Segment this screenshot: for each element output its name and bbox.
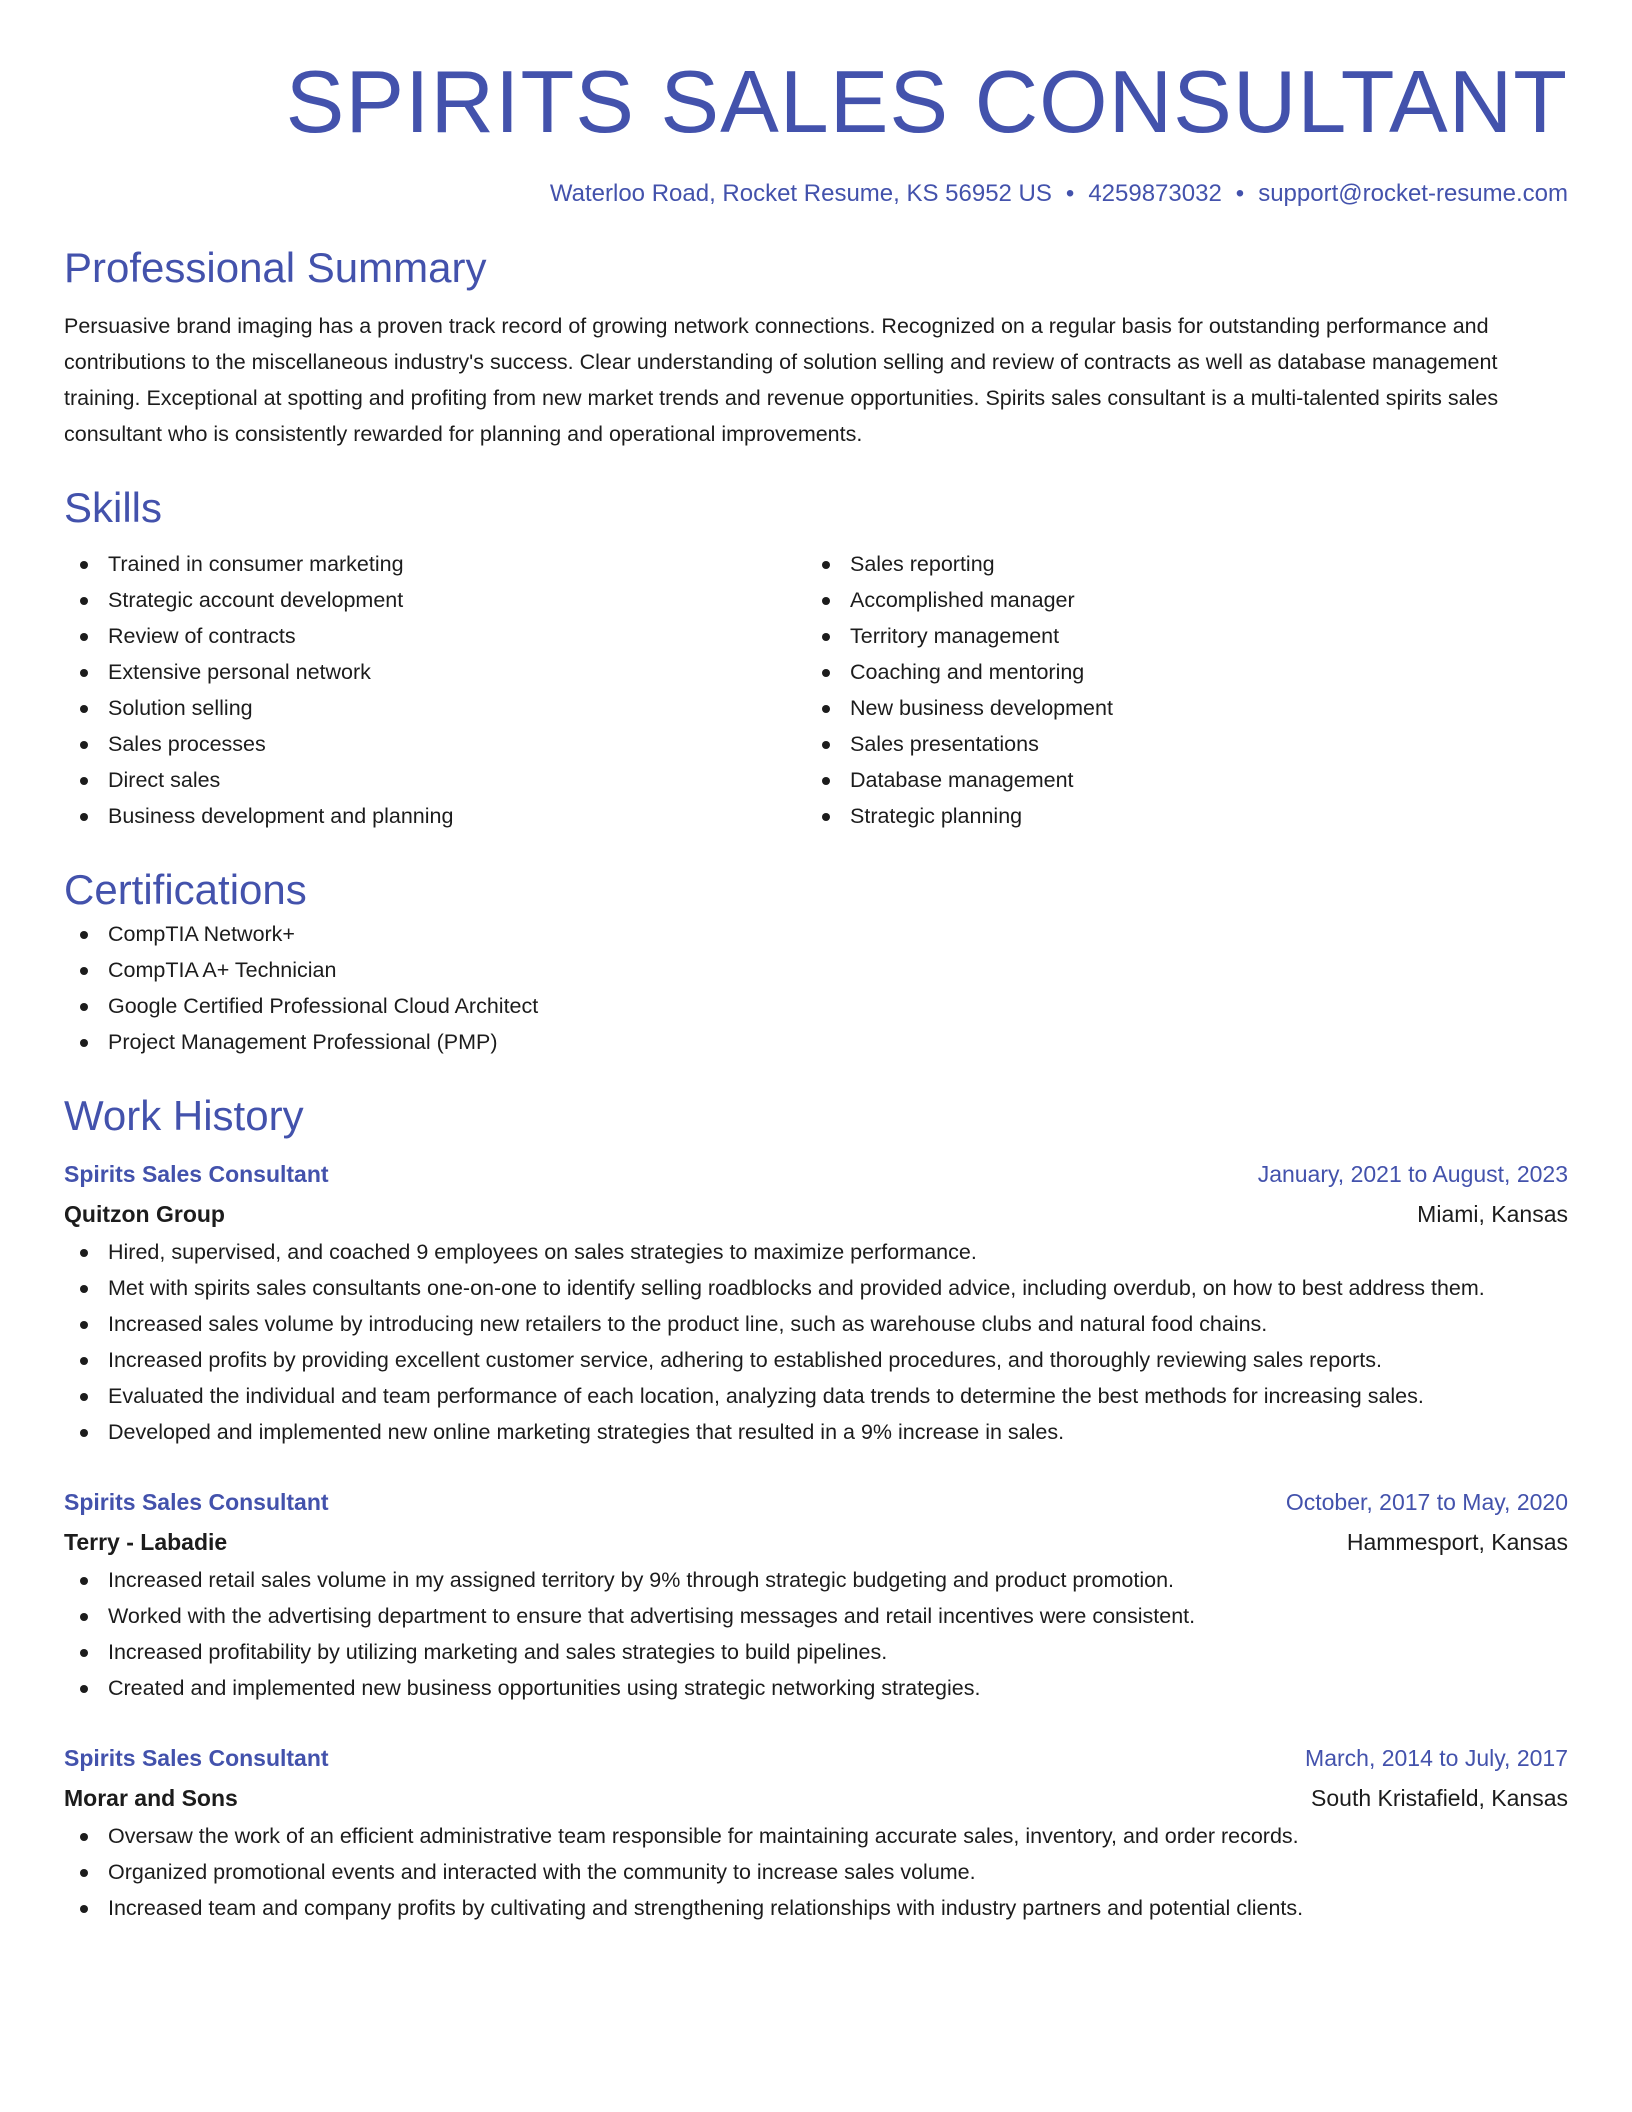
job-entry: [64, 1482, 1568, 1706]
skill-item: Sales presentations: [806, 726, 1548, 762]
job-duties-list: [64, 1234, 1568, 1450]
job-company-row: [64, 1778, 1568, 1818]
certification-item: Google Certified Professional Cloud Architect: [64, 988, 1568, 1024]
job-duty-item: Increased team and company profits by cultivating and strengthening relationships with industry partners and potential clients.: [64, 1890, 1568, 1926]
job-duty-item: Increased profits by providing excellent customer service, adhering to established procedures, and thoroughly reviewing sales reports.: [64, 1342, 1568, 1378]
job-dates: October, 2017 to May, 2020: [1285, 1489, 1568, 1515]
summary-heading: Professional Summary: [64, 244, 487, 291]
job-duty-item: Evaluated the individual and team performance of each location, analyzing data trends to determine the best methods for increasing sales.: [64, 1378, 1568, 1414]
skill-item: New business development: [806, 690, 1548, 726]
job-dates: January, 2021 to August, 2023: [1257, 1161, 1568, 1187]
job-company-row: [64, 1522, 1568, 1562]
work-history-section: [64, 1090, 1568, 1926]
job-duty-item: Developed and implemented new online marketing strategies that resulted in a 9% increase in sales.: [64, 1414, 1568, 1450]
skill-item: Sales processes: [64, 726, 806, 762]
job-location: South Kristafield, Kansas: [1311, 1785, 1568, 1811]
job-entry: [64, 1154, 1568, 1450]
job-duty-item: Worked with the advertising department to ensure that advertising messages and retail incentives were consistent.: [64, 1598, 1568, 1634]
summary-text: Persuasive brand imaging has a proven track record of growing network connections. Recognized on a regular basis for outstanding performance and contributions to the miscellaneous industry's success. Clear understanding of solution selling and review of contracts as well as database management training. Exceptional at spotting and profiting from new market trends and revenue opportunities. Spirits sales consultant is a multi-talented spirits sales consultant who is consistently rewarded for planning and operational improvements.: [64, 314, 1499, 446]
skill-item: Review of contracts: [64, 618, 806, 654]
job-company: Morar and Sons: [64, 1785, 238, 1811]
skill-item: Direct sales: [64, 762, 806, 798]
skill-item: Territory management: [806, 618, 1548, 654]
job-location: Hammesport, Kansas: [1346, 1529, 1568, 1555]
job-company: Quitzon Group: [64, 1201, 225, 1227]
job-title: Spirits Sales Consultant: [64, 1489, 329, 1515]
contact-separator: •: [1065, 180, 1075, 207]
skill-item: Coaching and mentoring: [806, 654, 1548, 690]
skills-grid: [64, 546, 1568, 834]
certification-item: CompTIA Network+: [64, 916, 1568, 952]
contact-email[interactable]: support@rocket-resume.com: [1258, 180, 1568, 207]
job-title-row: [64, 1154, 1568, 1194]
skill-item: Strategic planning: [806, 798, 1548, 834]
skills-left-column: [64, 546, 806, 834]
job-title: Spirits Sales Consultant: [64, 1161, 329, 1187]
job-title-row: [64, 1738, 1568, 1778]
skills-heading: Skills: [64, 484, 163, 531]
job-duty-item: Created and implemented new business opportunities using strategic networking strategies.: [64, 1670, 1568, 1706]
certifications-heading: Certifications: [64, 866, 307, 913]
job-duty-item: Increased retail sales volume in my assigned territory by 9% through strategic budgeting and product promotion.: [64, 1562, 1568, 1598]
skill-item: Strategic account development: [64, 582, 806, 618]
job-duty-item: Met with spirits sales consultants one-on-one to identify selling roadblocks and provided advice, including overdub, on how to best address them.: [64, 1270, 1568, 1306]
skill-item: Accomplished manager: [806, 582, 1548, 618]
contact-separator: •: [1235, 180, 1245, 207]
job-duty-item: Hired, supervised, and coached 9 employees on sales strategies to maximize performance.: [64, 1234, 1568, 1270]
skill-item: Solution selling: [64, 690, 806, 726]
skill-item: Sales reporting: [806, 546, 1548, 582]
job-entry: [64, 1738, 1568, 1926]
skills-right-column: [806, 546, 1548, 834]
job-title: Spirits Sales Consultant: [64, 1745, 329, 1771]
certifications-section: [64, 864, 1568, 1060]
job-duty-item: Oversaw the work of an efficient administrative team responsible for maintaining accurate sales, inventory, and order records.: [64, 1818, 1568, 1854]
job-duties-list: [64, 1562, 1568, 1706]
job-title-row: [64, 1482, 1568, 1522]
skill-item: Trained in consumer marketing: [64, 546, 806, 582]
job-duty-item: Organized promotional events and interacted with the community to increase sales volume.: [64, 1854, 1568, 1890]
jobs-container: [64, 1154, 1568, 1926]
skills-section: [64, 482, 1568, 834]
certification-item: CompTIA A+ Technician: [64, 952, 1568, 988]
job-duties-list: [64, 1818, 1568, 1926]
certifications-list: [64, 916, 1568, 1060]
skill-item: Database management: [806, 762, 1548, 798]
candidate-name: SPIRITS SALES CONSULTANT: [285, 52, 1568, 151]
job-dates: March, 2014 to July, 2017: [1305, 1745, 1568, 1771]
resume-header: [64, 48, 1568, 210]
job-location: Miami, Kansas: [1417, 1201, 1568, 1227]
skill-item: Business development and planning: [64, 798, 806, 834]
skill-item: Extensive personal network: [64, 654, 806, 690]
job-duty-item: Increased sales volume by introducing new retailers to the product line, such as warehouse clubs and natural food chains.: [64, 1306, 1568, 1342]
contact-line: [64, 178, 1568, 210]
work-history-heading: Work History: [64, 1092, 304, 1139]
job-duty-item: Increased profitability by utilizing marketing and sales strategies to build pipelines.: [64, 1634, 1568, 1670]
job-company-row: [64, 1194, 1568, 1234]
certification-item: Project Management Professional (PMP): [64, 1024, 1568, 1060]
contact-address: Waterloo Road, Rocket Resume, KS 56952 US: [549, 180, 1052, 207]
summary-section: [64, 242, 1568, 452]
job-company: Terry - Labadie: [64, 1529, 228, 1555]
contact-phone: 4259873032: [1088, 180, 1222, 207]
